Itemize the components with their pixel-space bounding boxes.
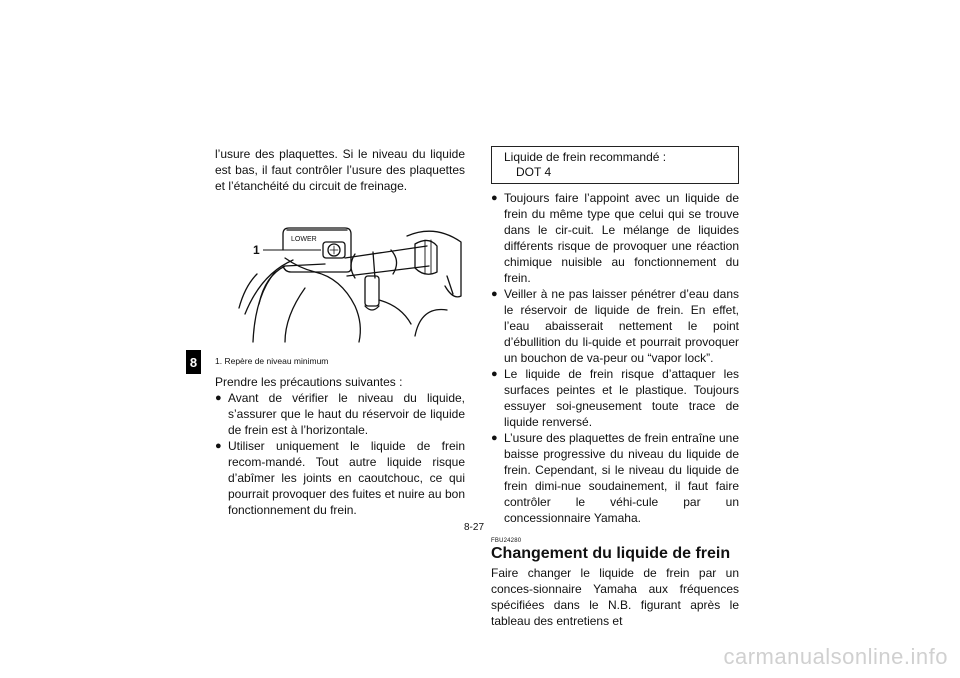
chapter-tab: 8 xyxy=(186,350,201,374)
figure-caption: 1. Repère de niveau minimum xyxy=(215,356,329,366)
section-paragraph: Faire changer le liquide de frein par un conces-sionnaire Yamaha aux fréquences spécifiées dans le N.B. figurant après le tableau des entretiens et xyxy=(491,566,739,628)
page-number: 8-27 xyxy=(464,522,485,533)
left-intro-paragraph: l’usure des plaquettes. Si le niveau du liquide est bas, il faut contrôler l’usure des plaquettes et l’étanchéité du circuit de freinage. xyxy=(215,147,465,193)
list-item-text: Toujours faire l’appoint avec un liquide de frein du même type que celui qui se trouve dans le cir-cuit. Le mélange de liquides différents risque de provoquer une réaction chimique nuisible au fonctionnement du frein. xyxy=(504,191,739,285)
bullet-icon: ● xyxy=(491,432,498,444)
bullet-icon: ● xyxy=(491,368,498,380)
list-item xyxy=(215,390,465,438)
section-code: FBU24280 xyxy=(491,538,522,544)
left-bullet-list xyxy=(215,390,465,518)
precautions-intro: Prendre les précautions suivantes : xyxy=(215,375,403,389)
brake-reservoir-illustration xyxy=(215,216,465,346)
recommended-fluid-value: DOT 4 xyxy=(516,165,552,179)
list-item xyxy=(491,366,739,430)
list-item xyxy=(491,430,739,526)
watermark: carmanualsonline.info xyxy=(723,644,948,669)
section-heading: Changement du liquide de frein xyxy=(491,545,731,562)
recommended-fluid-title: Liquide de frein recommandé : xyxy=(504,150,667,164)
reservoir-lower-label: LOWER xyxy=(291,236,317,243)
list-item xyxy=(491,190,739,286)
list-item xyxy=(215,438,465,518)
list-item-text: Le liquide de frein risque d’attaquer les surfaces peintes et le plastique. Toujours essuyer soi-gneusement toute trace de liquide renversé. xyxy=(504,367,739,429)
bullet-icon: ● xyxy=(215,392,222,404)
brake-reservoir-figure xyxy=(215,216,465,346)
bullet-icon: ● xyxy=(491,288,498,300)
list-item-text: Avant de vérifier le niveau du liquide, s’assurer que le haut du réservoir de liquide de frein est à l’horizontale. xyxy=(228,391,465,437)
left-column xyxy=(215,146,465,518)
callout-number: 1 xyxy=(253,243,260,257)
bullet-icon: ● xyxy=(491,192,498,204)
bullet-icon: ● xyxy=(215,440,222,452)
list-item-text: L’usure des plaquettes de frein entraîne une baisse progressive du niveau du liquide de frein. Cependant, si le niveau du liquide de frein dimi-nue soudainement, il faut faire contrôler le véhi-cule par un concessionnaire Yamaha. xyxy=(504,431,739,525)
right-bullet-list xyxy=(491,190,739,526)
right-column xyxy=(491,146,739,629)
recommended-fluid-box xyxy=(491,146,739,184)
list-item-text: Veiller à ne pas laisser pénétrer d’eau dans le réservoir de liquide de frein. En effet, l’eau abaisserait nettement le point d’ébullition du li-quide et pourrait provoquer un bouchon de va-peur ou “vapor lock”. xyxy=(504,287,739,365)
list-item-text: Utiliser uniquement le liquide de frein recom-mandé. Tout autre liquide risque d’abîmer les joints en caoutchouc, ce qui pourrait provoquer des fuites et nuire au bon fonctionnement du frein. xyxy=(228,439,465,517)
list-item xyxy=(491,286,739,366)
